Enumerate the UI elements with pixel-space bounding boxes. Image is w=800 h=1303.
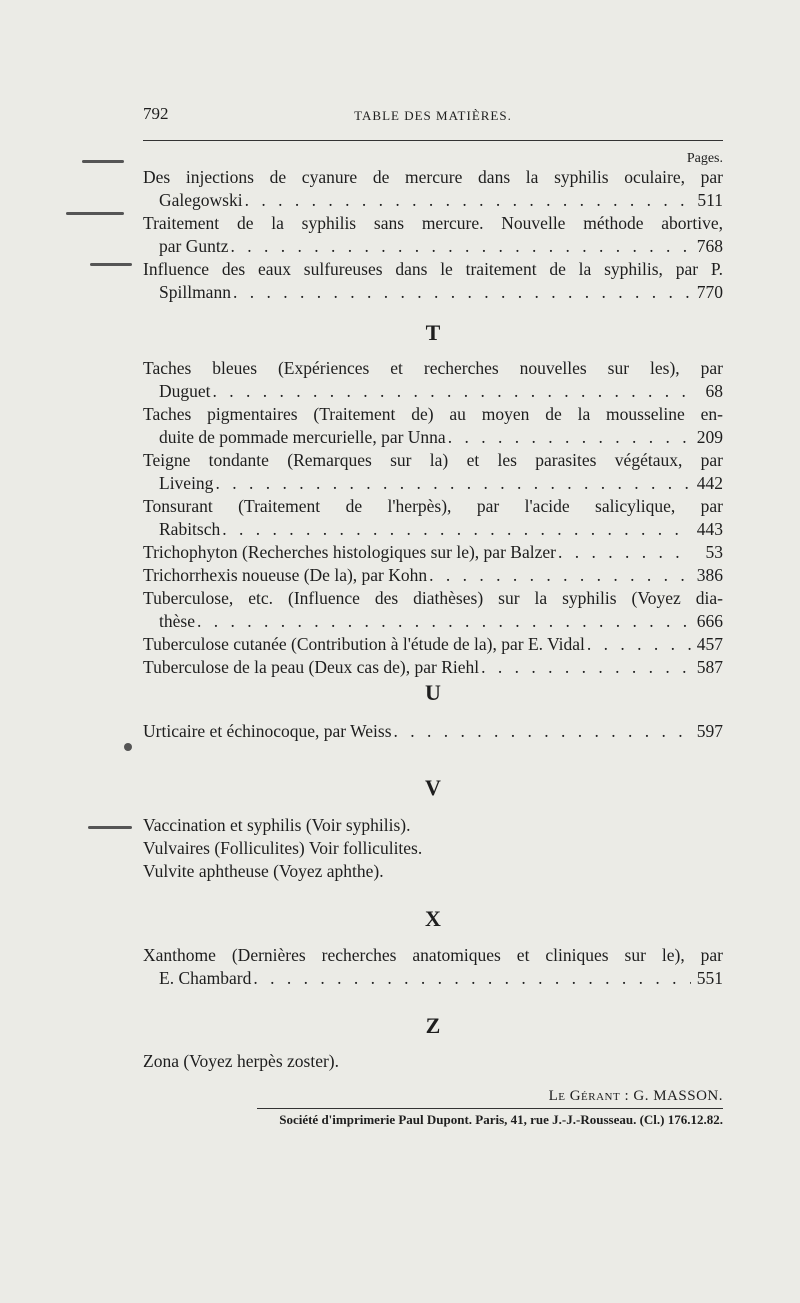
header-rule <box>143 140 723 141</box>
margin-mark <box>88 826 132 829</box>
page-ref: 68 <box>705 381 723 401</box>
margin-dot <box>124 743 132 751</box>
section-letter-u: U <box>425 680 441 705</box>
index-entry: Trichorrhexis noueuse (De la), par Kohn . . . 386 <box>143 564 723 587</box>
index-entry: Vaccination et syphilis (Voir syphilis). <box>143 815 411 835</box>
index-entry: Tuberculose de la peau (Deux cas de), par Riehl . . . 587 <box>143 656 723 679</box>
index-entry: Vulvaires (Folliculites) Voir folliculites. <box>143 838 423 858</box>
entries-syphilis <box>143 166 723 304</box>
page-ref: 770 <box>696 282 723 302</box>
entries-x <box>143 944 723 990</box>
section-letter-v: V <box>425 775 441 800</box>
entries-v <box>143 814 723 883</box>
entries-t <box>143 357 723 679</box>
page-ref: 386 <box>696 565 723 585</box>
page-ref: 511 <box>697 190 723 210</box>
section-letter-z: Z <box>425 1013 441 1038</box>
page-ref: 597 <box>696 721 723 741</box>
margin-mark <box>82 160 124 163</box>
entries-z <box>143 1050 723 1073</box>
running-title: TABLE DES MATIÈRES. <box>354 108 512 123</box>
index-entry: Influence des eaux sulfureuses dans le traitement de la syphilis, par P. Spillmann . . . 770 <box>143 258 723 304</box>
gerant-signature: Le Gérant : G. MASSON. <box>548 1088 723 1104</box>
index-entry: Taches bleues (Expériences et recherches nouvelles sur les), par Duguet . . . 68 <box>143 357 723 403</box>
page-ref: 587 <box>696 657 723 677</box>
index-entry: Vulvite aphtheuse (Voyez aphthe). <box>143 861 384 881</box>
margin-mark <box>90 263 132 266</box>
margin-mark <box>66 212 124 215</box>
index-entry: Xanthome (Dernières recherches anatomiques et cliniques sur le), par E. Chambard . . . 551 <box>143 944 723 990</box>
page-ref: 209 <box>696 427 723 447</box>
page-ref: 457 <box>696 634 723 654</box>
section-letter-t: T <box>425 320 441 345</box>
index-entry: Tuberculose, etc. (Influence des diathèses) sur la syphilis (Voyez dia- thèse . . . 666 <box>143 587 723 633</box>
page-number: 792 <box>143 104 169 123</box>
index-entry: Trichophyton (Recherches histologiques sur le), par Balzer . . . 53 <box>143 541 723 564</box>
entries-u <box>143 720 723 743</box>
index-entry: Tuberculose cutanée (Contribution à l'étude de la), par E. Vidal . . . 457 <box>143 633 723 656</box>
page-ref: 666 <box>696 611 723 631</box>
page-ref: 551 <box>696 968 723 988</box>
index-entry: Des injections de cyanure de mercure dans la syphilis oculaire, par Galegowski . . . 511 <box>143 166 723 212</box>
index-entry: Taches pigmentaires (Traitement de) au moyen de la mousseline en- duite de pommade mercurielle, par Unna . . . 209 <box>143 403 723 449</box>
index-entry: Tonsurant (Traitement de l'herpès), par l'acide salicylique, par Rabitsch . . . 443 <box>143 495 723 541</box>
section-letter-x: X <box>425 906 441 931</box>
index-entry: Zona (Voyez herpès zoster). <box>143 1051 339 1071</box>
page-ref: 443 <box>696 519 723 539</box>
page-ref: 768 <box>696 236 723 256</box>
index-entry: Traitement de la syphilis sans mercure. Nouvelle méthode abortive, par Guntz . . . 768 <box>143 212 723 258</box>
printer-imprint: Société d'imprimerie Paul Dupont. Paris, 41, rue J.-J.-Rousseau. (Cl.) 176.12.82. <box>279 1112 723 1127</box>
page-ref: 53 <box>705 542 723 562</box>
index-entry: Urticaire et échinocoque, par Weiss . . . 597 <box>143 720 723 743</box>
footer-rule <box>257 1108 723 1109</box>
page-ref: 442 <box>696 473 723 493</box>
running-head <box>143 104 723 130</box>
index-entry: Teigne tondante (Remarques sur la) et les parasites végétaux, par Liveing . . . 442 <box>143 449 723 495</box>
pages-column-label: Pages. <box>686 151 723 166</box>
